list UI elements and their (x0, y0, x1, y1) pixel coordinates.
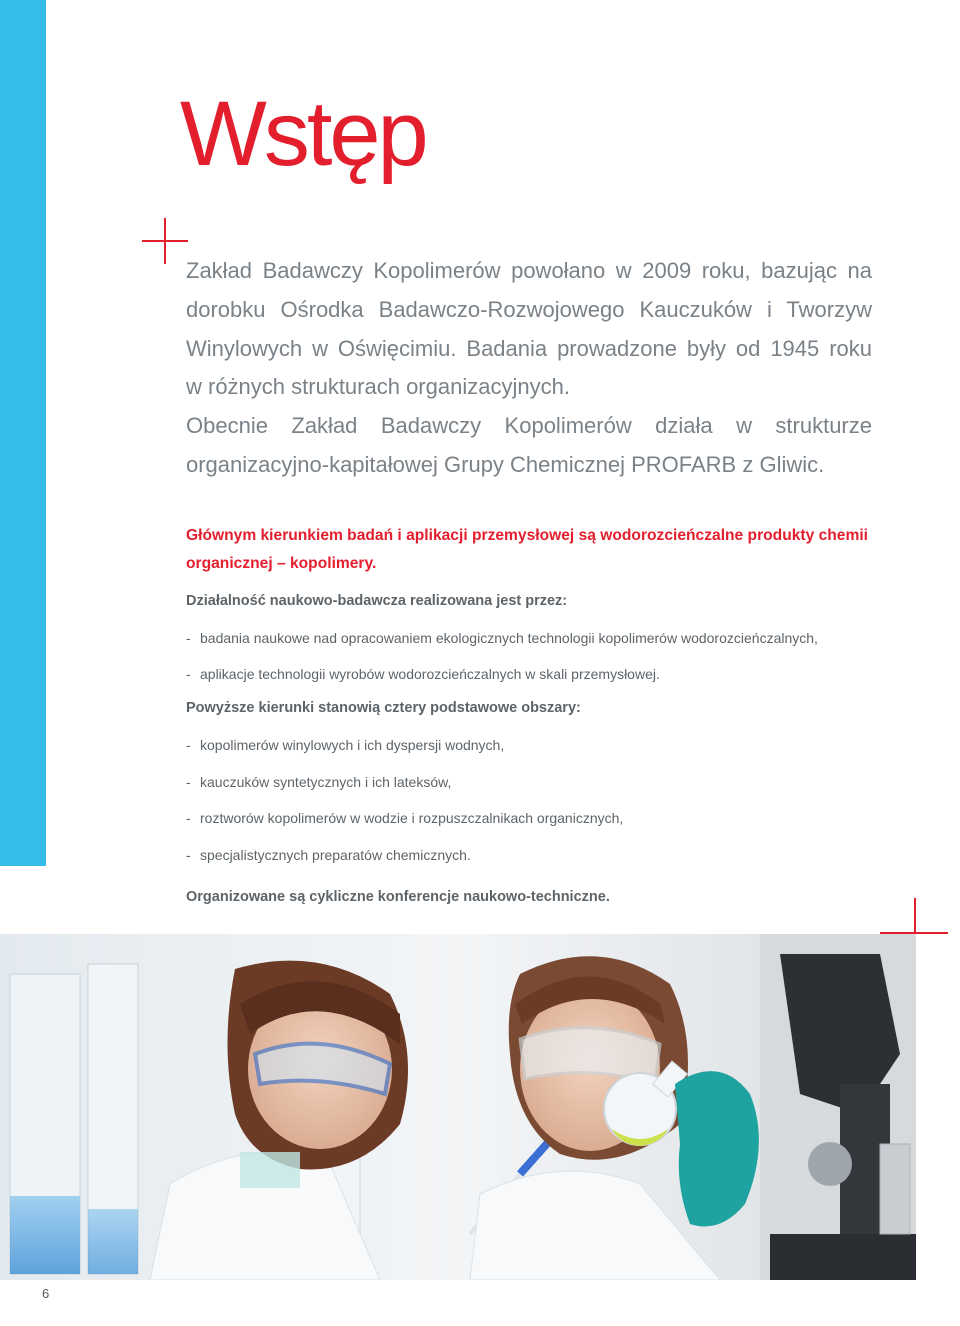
list-item (186, 651, 886, 688)
intro-line: w różnych strukturach organizacyjnych. (186, 374, 570, 400)
page-number: 6 (42, 1286, 50, 1301)
list-item-text: specjalistycznych preparatów chemicznych. (200, 846, 471, 863)
intro-line: Winylowych w Oświęcimiu. Badania prowadzone były od 1945 roku (186, 335, 872, 361)
intro-line: organizacyjno-kapitałowej Grupy Chemicznej PROFARB z Gliwic. (186, 451, 825, 477)
list-dash: - (186, 736, 191, 753)
list-item-text: kopolimerów winylowych i ich dyspersji wodnych, (200, 736, 505, 753)
list-item (186, 831, 886, 868)
list-dash: - (186, 846, 191, 863)
activity-list (186, 614, 886, 687)
laboratory-photo (0, 934, 916, 1280)
activity-heading: Działalność naukowo-badawcza realizowana jest przez: (186, 593, 568, 609)
laboratory-illustration (0, 934, 916, 1280)
intro-line: Obecnie Zakład Badawczy Kopolimerów działa w strukturze (186, 413, 872, 439)
areas-heading: Powyższe kierunki stanowią cztery podstawowe obszary: (186, 700, 581, 717)
list-dash: - (186, 629, 191, 646)
intro-line: Zakład Badawczy Kopolimerów powołano w 2009 roku, bazując na (186, 258, 872, 283)
activity-section (186, 588, 886, 868)
plus-decoration-top (142, 218, 188, 264)
areas-list (186, 721, 886, 868)
page-title: Wstęp (180, 83, 426, 185)
list-item (186, 795, 886, 832)
side-accent-bar (0, 0, 46, 866)
intro-paragraph (186, 252, 872, 485)
list-item (186, 721, 886, 758)
list-item (186, 614, 886, 651)
list-dash: - (186, 666, 191, 683)
list-dash: - (186, 810, 191, 827)
list-item (186, 758, 886, 795)
closing-statement: Organizowane są cykliczne konferencje naukowo-techniczne. (186, 889, 610, 905)
lead-statement: Głównym kierunkiem badań i aplikacji przemysłowej są wodorozcieńczalne produkty chemii organicznej – kopolimery. (186, 527, 868, 572)
intro-line: dorobku Ośrodka Badawczo-Rozwojowego Kauczuków i Tworzyw (186, 296, 872, 322)
list-item-text: badania naukowe nad opracowaniem ekologicznych technologii kopolimerów wodorozcieńczalnych, (200, 629, 818, 646)
list-item-text: kauczuków syntetycznych i ich lateksów, (200, 773, 452, 790)
list-dash: - (186, 773, 191, 790)
list-item-text: roztworów kopolimerów w wodzie i rozpuszczalnikach organicznych, (200, 810, 624, 827)
list-item-text: aplikacje technologii wyrobów wodorozcieńczalnych w skali przemysłowej. (200, 666, 660, 683)
